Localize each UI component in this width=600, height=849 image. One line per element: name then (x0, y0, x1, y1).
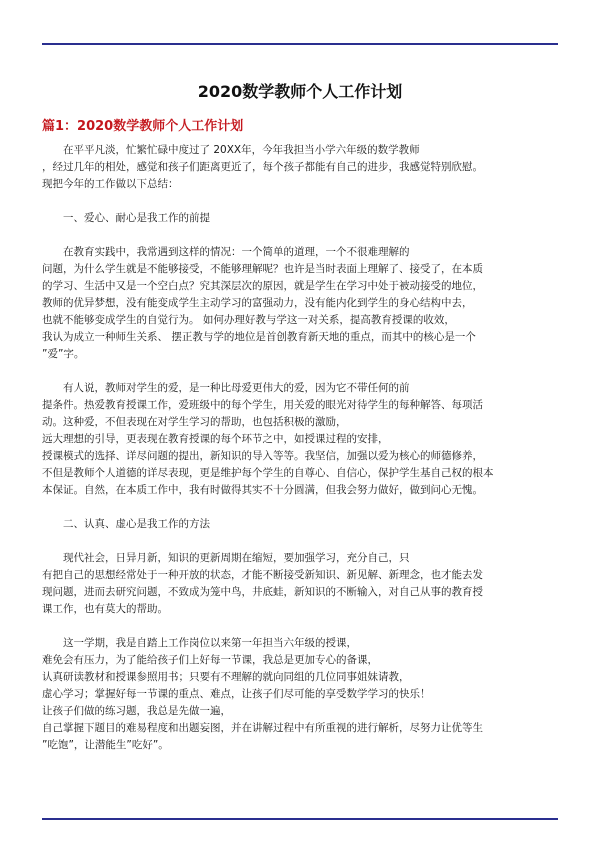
document-body (42, 142, 558, 754)
document-title: 2020数学教师个人工作计划 (197, 82, 403, 101)
paragraph-line: 远大理想的引导，更表现在教育授课的每个环节之中，如授课过程的安排， (42, 433, 389, 445)
section-heading-2: 二、认真、虚心是我工作的方法 (63, 518, 210, 530)
bottom-rule (42, 818, 558, 820)
paragraph-line: ，经过几年的相处，感觉和孩子们距离更近了，每个孩子都能有自己的进步，我感觉特别欣慰。 (42, 161, 483, 173)
paragraph-line: 现问题，进而去研究问题，不致成为笼中鸟，井底蛙，新知识的不断输入，对自己从事的教育授 (42, 586, 483, 598)
paragraph-line: 动。这种爱，不但表现在对学生学习的帮助，也包括积极的激励， (42, 416, 347, 428)
paragraph-line: 问题，为什么学生就是不能够接受，不能够理解呢？也许是当时表面上理解了、接受了，在本质 (42, 263, 483, 275)
paragraph-line: 这一学期，我是自踏上工作岗位以来第一年担当六年级的授课， (63, 637, 357, 649)
paragraph-line: 现代社会，日异月新，知识的更新周期在缩短，要加强学习，充分自己，只 (63, 552, 410, 564)
section-subtitle: 篇1：2020数学教师个人工作计划 (42, 119, 244, 134)
paragraph-line: 课工作，也有莫大的帮助。 (42, 603, 168, 615)
paragraph-line: 在平平凡淡，忙繁忙碌中度过了 20XX年，今年我担当小学六年级的数学教师 (63, 144, 420, 156)
paragraph-line: 自己掌握下题目的难易程度和出题妄图，并在讲解过程中有所重视的进行解析，尽努力让优等生 (42, 722, 483, 734)
paragraph-line: ”吃饱”，让潜能生”吃好”。 (42, 739, 169, 751)
paragraph-line: 也就不能够变成学生的自觉行为。 如何办理好教与学这一对关系，提高教育授课的收效， (42, 314, 455, 326)
paragraph-line: 有人说，教师对学生的爱，是一种比母爱更伟大的爱，因为它不带任何的前 (63, 382, 410, 394)
paragraph-line: ”爱”字。 (42, 348, 85, 360)
section-heading-1: 一、爱心、耐心是我工作的前提 (63, 212, 210, 224)
top-rule (42, 43, 558, 45)
paragraph-line: 在教育实践中，我常遇到这样的情况：一个简单的道理，一个不很难理解的 (63, 246, 410, 258)
paragraph-line: 不但是教师个人道德的详尽表现，更是维护每个学生的自尊心、自信心，保护学生基自己权的根本 (42, 467, 494, 479)
paragraph-line: 认真研读教材和授课参照用书；只要有不理解的就向同组的几位同事姐妹请教， (42, 671, 410, 683)
paragraph-line: 现把今年的工作做以下总结： (42, 178, 179, 190)
paragraph-line: 授课模式的选择、详尽问题的提出，新知识的导入等等。我坚信，加强以爱为核心的师德修养， (42, 450, 483, 462)
paragraph-line: 教师的优异梦想，没有能变成学生主动学习的富强动力，没有能内化到学生的身心结构中去， (42, 297, 473, 309)
paragraph-line: 提条件。热爱教育授课工作，爱班级中的每个学生，用关爱的眼光对待学生的每种解答、每项活 (42, 399, 483, 411)
paragraph-line: 难免会有压力，为了能给孩子们上好每一节课，我总是更加专心的备课， (42, 654, 378, 666)
paragraph-line: 的学习、生活中又是一个空白点？究其深层次的原因，就是学生在学习中处于被动接受的地位， (42, 280, 483, 292)
paragraph-line: 我认为成立一种师生关系、 摆正教与学的地位是首创教育新天地的重点，而其中的核心是一个 (42, 331, 476, 343)
paragraph-line: 本保证。自然，在本质工作中，我有时做得其实不十分圆满，但我会努力做好，做到问心无愧。 (42, 484, 483, 496)
paragraph-line: 有把自己的思想经常处于一种开放的状态，才能不断接受新知识、新见解、新理念，也才能去发 (42, 569, 483, 581)
paragraph-line: 让孩子们做的练习题，我总是先做一遍， (42, 705, 231, 717)
paragraph-line: 虚心学习；掌握好每一节课的重点、难点，让孩子们尽可能的享受数学学习的快乐！ (42, 688, 431, 700)
